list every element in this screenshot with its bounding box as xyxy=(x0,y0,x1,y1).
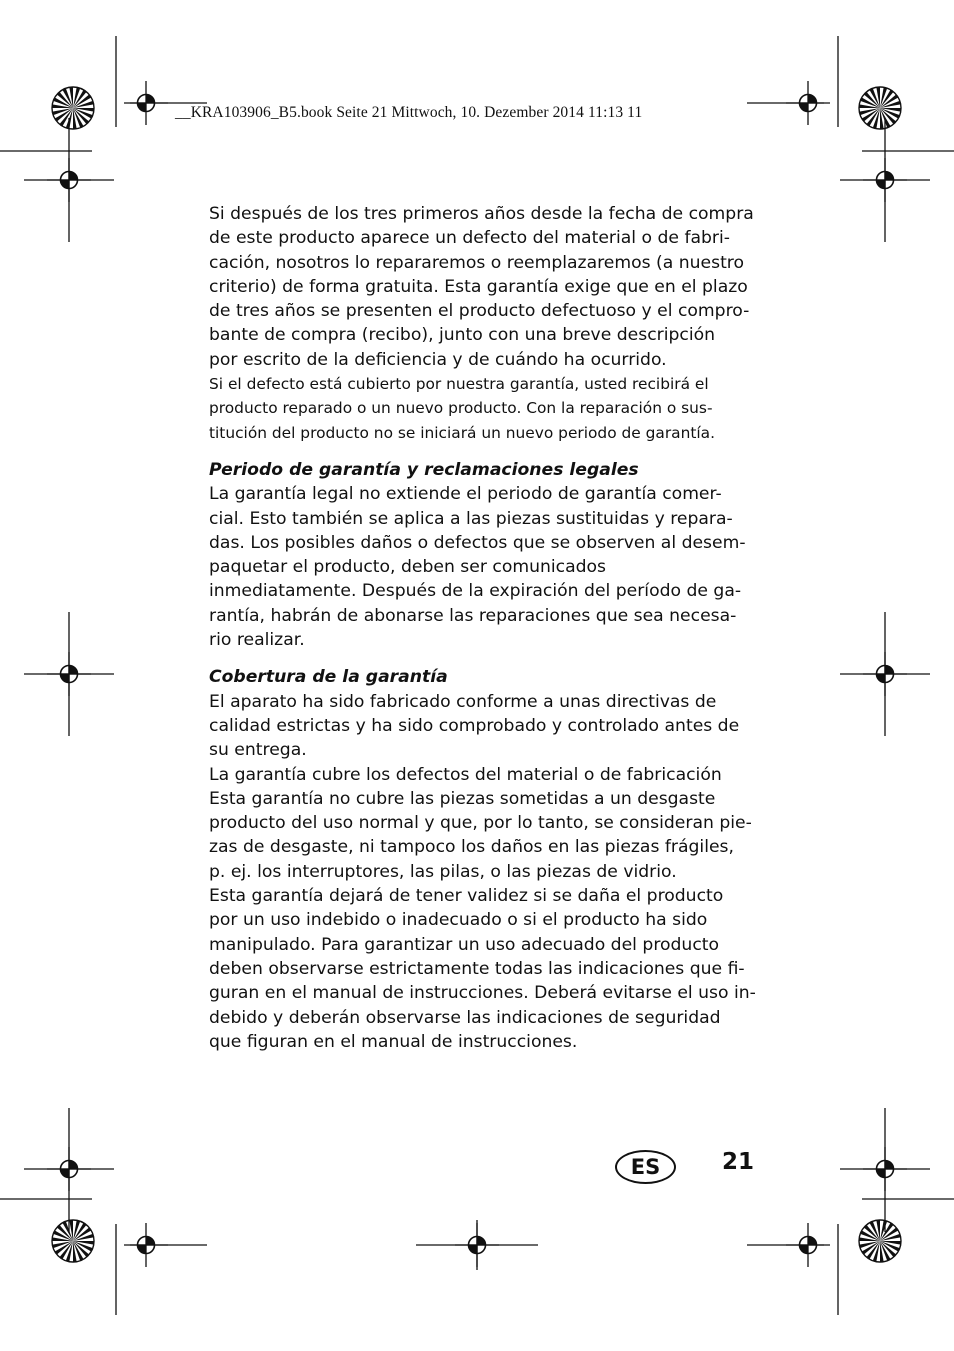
registration-mark-icon xyxy=(47,1147,91,1191)
text-line: rio realizar. xyxy=(209,630,305,651)
text-line: p. ej. los interruptores, las pilas, o las piezas de vidrio. xyxy=(209,861,677,882)
text-line: Si el defecto está cubierto por nuestra garantía, usted recibirá el xyxy=(209,375,709,394)
text-line: La garantía cubre los defectos del material o de fabricación xyxy=(209,764,722,785)
text-line: por un uso indebido o inadecuado o si el producto ha sido xyxy=(209,910,708,931)
text-line: producto del uso normal y que, por lo tanto, se consideran pie- xyxy=(209,813,752,834)
registration-mark-icon xyxy=(124,81,168,125)
text-line: su entrega. xyxy=(209,740,307,761)
text-line: que figuran en el manual de instrucciones. xyxy=(209,1031,578,1052)
text-line: de tres años se presenten el producto defectuoso y el compro- xyxy=(209,301,750,322)
text-line: bante de compra (recibo), junto con una breve descripción xyxy=(209,325,716,346)
text-line: deben observarse estrictamente todas las indicaciones que fi- xyxy=(209,958,745,979)
print-header-line: __KRA103906_B5.book Seite 21 Mittwoch, 10. Dezember 2014 11:13 11 xyxy=(175,104,643,121)
text-line: criterio) de forma gratuita. Esta garantía exige que en el plazo xyxy=(209,276,748,297)
text-line: producto reparado o un nuevo producto. Con la reparación o sus- xyxy=(209,399,713,418)
text-line: paquetar el producto, deben ser comunicados xyxy=(209,557,606,578)
text-line: titución del producto no se iniciará un nuevo periodo de garantía. xyxy=(209,423,715,442)
paragraph-gap xyxy=(209,652,754,665)
text-line: cación, nosotros lo repararemos o reemplazaremos (a nuestro xyxy=(209,252,745,273)
starburst-target-icon xyxy=(52,87,94,129)
starburst-target-icon xyxy=(52,1220,94,1262)
registration-mark-icon xyxy=(786,81,830,125)
registration-mark-icon xyxy=(47,652,91,696)
text-line: de este producto aparece un defecto del material o de fabri- xyxy=(209,228,730,249)
text-line: guran en el manual de instrucciones. Deberá evitarse el uso in- xyxy=(209,983,756,1004)
text-line: rantía, habrán de abonarse las reparaciones que sea necesa- xyxy=(209,605,737,626)
text-line: inmediatamente. Después de la expiración del período de ga- xyxy=(209,581,742,602)
text-line: por escrito de la deficiencia y de cuándo ha ocurrido. xyxy=(209,349,667,370)
section-heading: Cobertura de la garantía xyxy=(209,667,448,688)
language-badge: ES xyxy=(615,1150,676,1184)
text-line: zas de desgaste, ni tampoco los daños en las piezas frágiles, xyxy=(209,837,734,858)
starburst-target-icon xyxy=(859,87,901,129)
text-line: Esta garantía no cubre las piezas sometidas a un desgaste xyxy=(209,788,716,809)
registration-mark-icon xyxy=(863,1147,907,1191)
registration-mark-icon xyxy=(863,652,907,696)
text-line: El aparato ha sido fabricado conforme a unas directivas de xyxy=(209,691,717,712)
registration-mark-icon xyxy=(455,1223,499,1267)
registration-mark-icon xyxy=(863,158,907,202)
registration-mark-icon xyxy=(124,1223,168,1267)
registration-mark-icon xyxy=(47,158,91,202)
document-body xyxy=(209,202,754,1054)
text-line: Esta garantía dejará de tener validez si se daña el producto xyxy=(209,886,724,907)
text-line: Si después de los tres primeros años desde la fecha de compra xyxy=(209,204,754,224)
text-line: calidad estrictas y ha sido comprobado y controlado antes de xyxy=(209,715,740,736)
starburst-target-icon xyxy=(859,1220,901,1262)
text-line: cial. Esto también se aplica a las piezas sustituidas y repara- xyxy=(209,508,733,529)
text-line: manipulado. Para garantizar un uso adecuado del producto xyxy=(209,934,720,955)
registration-mark-icon xyxy=(786,1223,830,1267)
text-line: La garantía legal no extiende el periodo de garantía comer- xyxy=(209,484,722,505)
section-heading: Periodo de garantía y reclamaciones legales xyxy=(209,459,639,480)
paragraph-gap xyxy=(209,445,754,458)
text-line: debido y deberán observarse las indicaciones de seguridad xyxy=(209,1007,721,1028)
page-number: 21 xyxy=(722,1149,755,1175)
text-line: das. Los posibles daños o defectos que se observen al desem- xyxy=(209,532,746,553)
